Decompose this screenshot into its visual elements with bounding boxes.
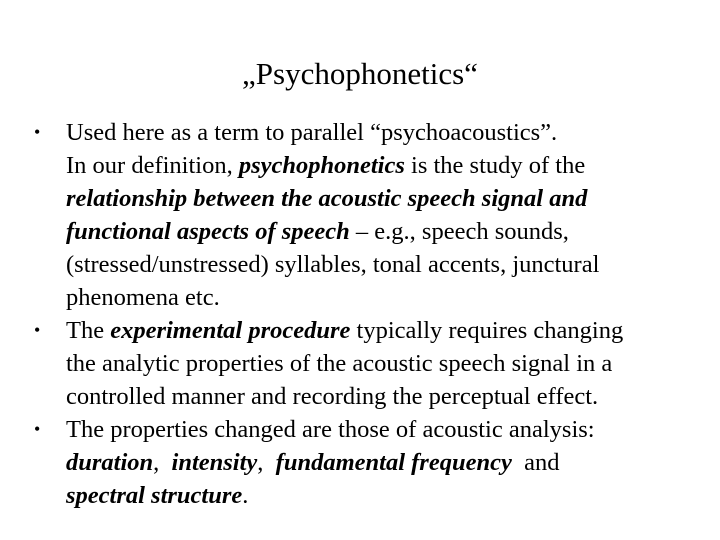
text-line [66, 248, 710, 281]
emphasis-term: spectral structure [66, 482, 243, 509]
text-run: (stressed/unstressed) syllables, tonal accents, junctural [66, 251, 600, 278]
text-run: . [242, 482, 249, 509]
text-run: controlled manner and recording the perceptual effect. [66, 383, 599, 410]
text-run: is the study of the [404, 152, 586, 179]
text-line [66, 149, 710, 182]
text-line [66, 446, 710, 479]
bullet-item-properties [30, 413, 710, 512]
emphasis-term: psychophonetics [238, 152, 405, 179]
text-run: – e.g., speech sounds, [349, 218, 569, 245]
bullet-dot-icon: • [34, 419, 41, 439]
emphasis-term: experimental procedure [110, 317, 351, 344]
text-run: and [511, 449, 560, 476]
text-run: typically requires changing [350, 317, 624, 344]
bullet-dot-icon: • [34, 122, 41, 142]
text-line [66, 479, 710, 512]
text-line [66, 182, 710, 215]
emphasis-term: fundamental frequency [275, 449, 512, 476]
emphasis-term: intensity [171, 449, 258, 476]
text-line [66, 413, 710, 446]
text-line [66, 380, 710, 413]
emphasis-term: relationship between the acoustic speech signal and [66, 185, 588, 212]
text-run: phenomena etc. [66, 284, 220, 311]
emphasis-term: duration [66, 449, 154, 476]
bullet-dot-icon: • [34, 320, 41, 340]
text-line [66, 116, 710, 149]
text-run: Used here as a term to parallel “psychoacoustics”. [66, 119, 558, 146]
text-run: the analytic properties of the acoustic speech signal in a [66, 350, 613, 377]
text-line [66, 281, 710, 314]
emphasis-term: functional aspects of speech [66, 218, 350, 245]
text-run: , [257, 449, 276, 476]
text-line [66, 314, 710, 347]
text-run: The properties changed are those of acoustic analysis: [66, 416, 595, 443]
text-line [66, 347, 710, 380]
bullet-item-definition [30, 116, 710, 314]
text-run: The [66, 317, 111, 344]
bullet-item-procedure [30, 314, 710, 413]
text-run: In our definition, [66, 152, 239, 179]
bullet-list [30, 116, 710, 512]
text-line [66, 215, 710, 248]
slide-title: „Psychophonetics“ [242, 56, 478, 91]
text-run: , [153, 449, 172, 476]
